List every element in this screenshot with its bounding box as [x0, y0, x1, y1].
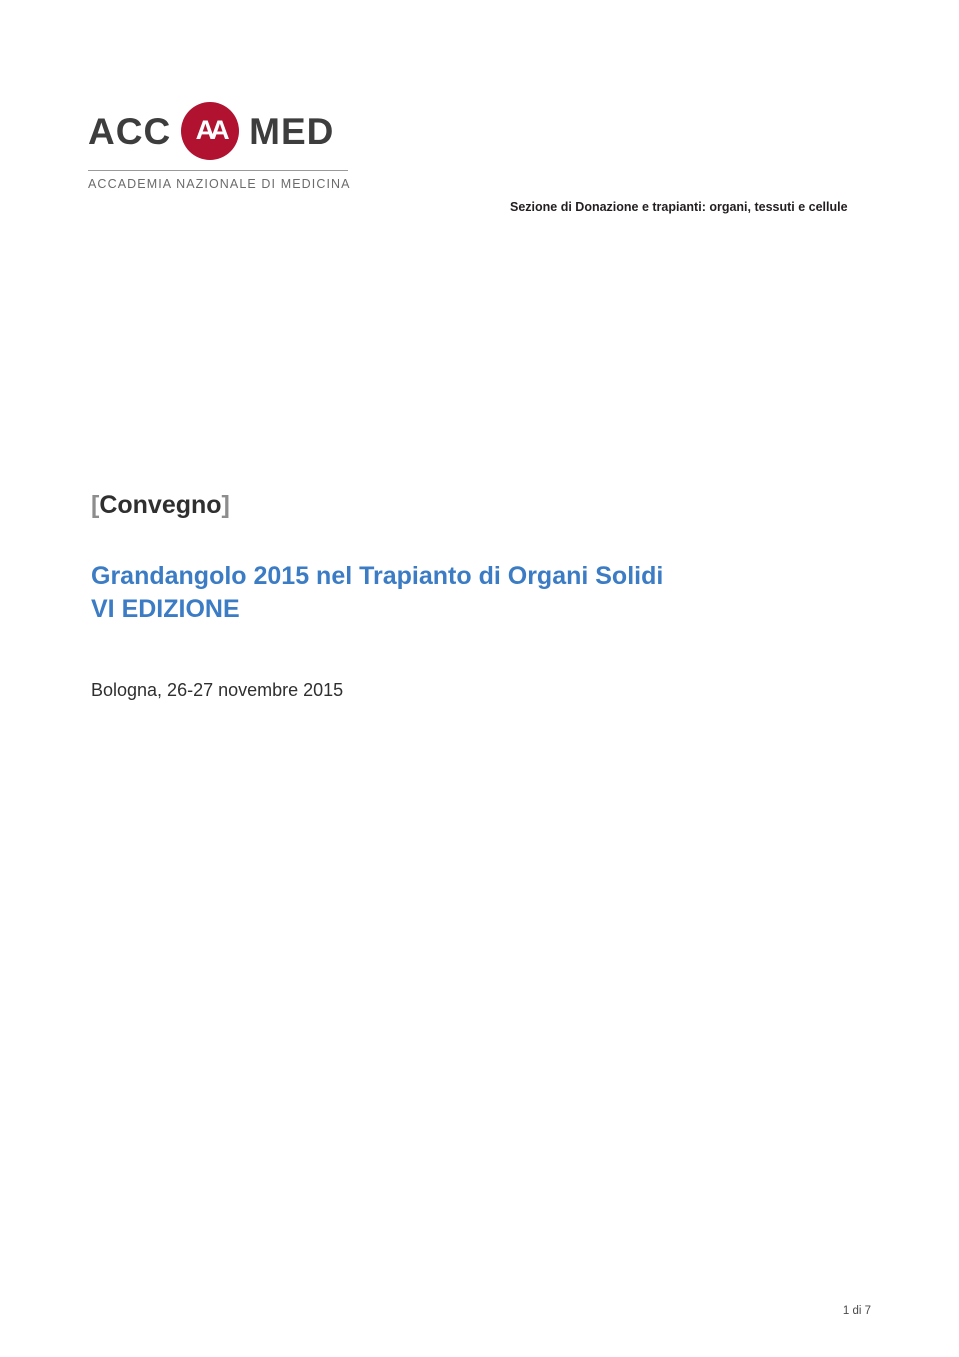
kicker-label: Convegno [99, 491, 222, 519]
title-block [91, 492, 871, 702]
page-footer [843, 1305, 871, 1317]
logo-mark-glyph: AA [195, 114, 225, 145]
logo-text-acc: ACC [88, 110, 172, 152]
page-title-main: Grandangolo 2015 nel Trapianto di Organi Solidi [91, 561, 664, 590]
page-number: 1 di 7 [842, 1305, 871, 1317]
logo-wordmark [88, 100, 358, 162]
header-section-label: Sezione di Donazione e trapianti: organi, tessuti e cellule [510, 200, 848, 214]
accmed-logo [88, 100, 358, 191]
kicker-bracket-open: [ [91, 491, 100, 519]
page-title-edition: VI EDIZIONE [91, 595, 240, 624]
logo-text-med: MED [249, 110, 335, 152]
document-kicker [91, 492, 871, 520]
kicker-bracket-close: ] [221, 491, 230, 519]
logo-circle-icon [181, 102, 239, 160]
page-title [91, 560, 871, 628]
logo-tagline: ACCADEMIA NAZIONALE DI MEDICINA [88, 177, 351, 191]
event-place-date: Bologna, 26-27 novembre 2015 [91, 680, 344, 700]
logo-divider [88, 170, 348, 171]
